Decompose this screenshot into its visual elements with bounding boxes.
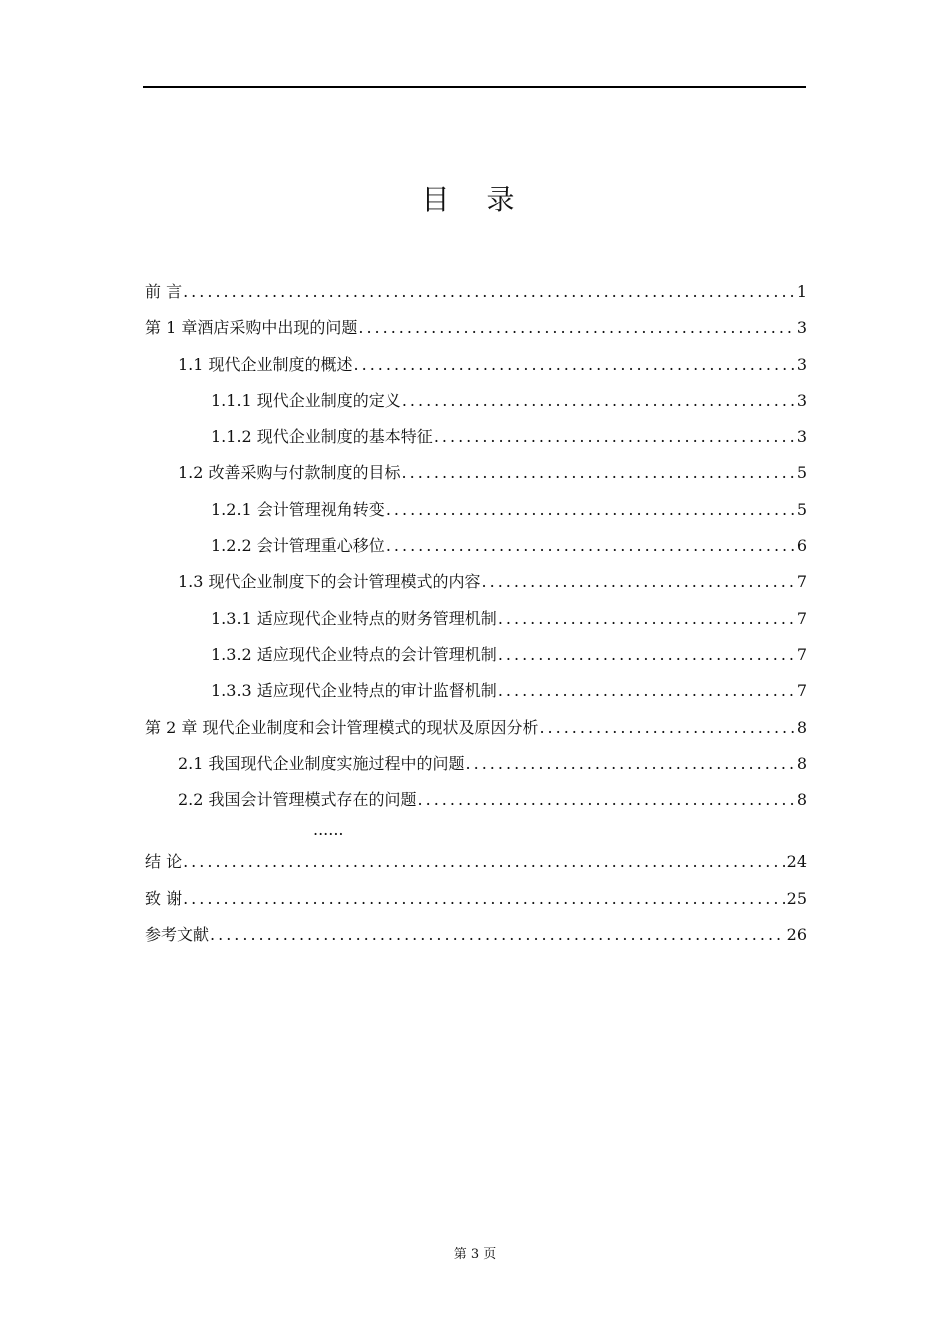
toc-entry-page: 7	[796, 644, 807, 664]
toc-entry-section-1-3-1[interactable]	[145, 601, 807, 637]
toc-entry-chapter-1[interactable]	[145, 310, 807, 346]
dot-leader	[418, 782, 795, 818]
dot-leader	[539, 710, 794, 746]
toc-entry-section-1-3-3[interactable]	[145, 673, 807, 709]
toc-entry-label: 1.3.1 适应现代企业特点的财务管理机制	[211, 608, 497, 628]
dot-leader	[183, 881, 785, 917]
dot-leader	[210, 917, 785, 953]
toc-entry-page: 25	[786, 888, 807, 908]
toc-entry-label: 第 1 章酒店采购中出现的问题	[145, 318, 358, 338]
toc-ellipsis: ......	[313, 820, 344, 840]
toc-entry-section-2-1[interactable]	[145, 746, 807, 782]
toc-entry-label: 1.2 改善采购与付款制度的目标	[178, 463, 401, 483]
dot-leader	[183, 844, 785, 880]
toc-entry-preface[interactable]	[145, 274, 807, 310]
toc-entry-label: 2.1 我国现代企业制度实施过程中的问题	[178, 753, 465, 773]
toc-entry-label: 1.2.1 会计管理视角转变	[211, 499, 385, 519]
header-rule	[143, 86, 806, 88]
dot-leader	[358, 310, 794, 346]
table-of-contents	[145, 274, 807, 953]
dot-leader	[498, 601, 795, 637]
toc-entry-section-1-3[interactable]	[145, 564, 807, 600]
toc-entry-label: 参考文献	[145, 925, 210, 945]
toc-entry-label: 1.3 现代企业制度下的会计管理模式的内容	[178, 572, 481, 592]
toc-entry-label: 第 2 章 现代企业制度和会计管理模式的现状及原因分析	[145, 717, 539, 737]
toc-entry-section-1-2-1[interactable]	[145, 492, 807, 528]
toc-entry-section-1-2-2[interactable]	[145, 528, 807, 564]
toc-entry-label: 1.2.2 会计管理重心移位	[211, 536, 385, 556]
toc-entry-section-1-1-1[interactable]	[145, 383, 807, 419]
dot-leader	[466, 746, 795, 782]
dot-leader	[434, 419, 795, 455]
toc-entry-section-2-2[interactable]	[145, 782, 807, 818]
dot-leader	[402, 455, 795, 491]
dot-leader	[482, 564, 795, 600]
toc-entry-label: 前 言	[145, 282, 183, 301]
toc-entry-section-1-3-2[interactable]	[145, 637, 807, 673]
dot-leader	[386, 528, 795, 564]
toc-entry-label: 结 论	[145, 852, 183, 872]
toc-entry-label: 1.1.1 现代企业制度的定义	[211, 390, 401, 410]
toc-entry-label: 1.3.2 适应现代企业特点的会计管理机制	[211, 644, 497, 664]
dot-leader	[183, 274, 795, 310]
toc-entry-page: 7	[796, 681, 807, 701]
toc-entry-page: 7	[796, 608, 807, 628]
toc-entry-page: 5	[796, 499, 807, 519]
toc-entry-label: 致 谢	[145, 888, 183, 908]
toc-entry-page: 5	[796, 463, 807, 483]
dot-leader	[498, 637, 795, 673]
page-number-footer: 第 3 页	[453, 1247, 497, 1262]
toc-entry-page: 3	[796, 390, 807, 410]
toc-entry-page: 3	[796, 318, 807, 338]
toc-entry-page: 26	[786, 925, 807, 945]
toc-entry-page: 8	[796, 753, 807, 773]
toc-entry-label: 1.1 现代企业制度的概述	[178, 354, 353, 374]
toc-entry-page: 3	[796, 427, 807, 447]
toc-entry-chapter-2[interactable]	[145, 710, 807, 746]
toc-entry-label: 2.2 我国会计管理模式存在的问题	[178, 790, 417, 810]
toc-entry-page: 3	[796, 354, 807, 374]
dot-leader	[402, 383, 795, 419]
toc-entry-page: 8	[796, 790, 807, 810]
toc-entry-conclusion[interactable]	[145, 844, 807, 880]
toc-entry-page: 7	[796, 572, 807, 592]
dot-leader	[498, 673, 795, 709]
toc-entry-page: 24	[786, 852, 807, 872]
toc-entry-section-1-1[interactable]	[145, 347, 807, 383]
dot-leader	[386, 492, 795, 528]
toc-title: 目 录	[421, 183, 529, 216]
toc-entry-section-1-1-2[interactable]	[145, 419, 807, 455]
toc-entry-page: 6	[796, 536, 807, 556]
toc-entry-page: 8	[796, 717, 807, 737]
toc-entry-acknowledgements[interactable]	[145, 881, 807, 917]
toc-entry-references[interactable]	[145, 917, 807, 953]
toc-entry-label: 1.3.3 适应现代企业特点的审计监督机制	[211, 681, 497, 701]
toc-entry-label: 1.1.2 现代企业制度的基本特征	[211, 427, 433, 447]
toc-entry-section-1-2[interactable]	[145, 455, 807, 491]
dot-leader	[354, 347, 795, 383]
toc-entry-page: 1	[796, 282, 807, 301]
